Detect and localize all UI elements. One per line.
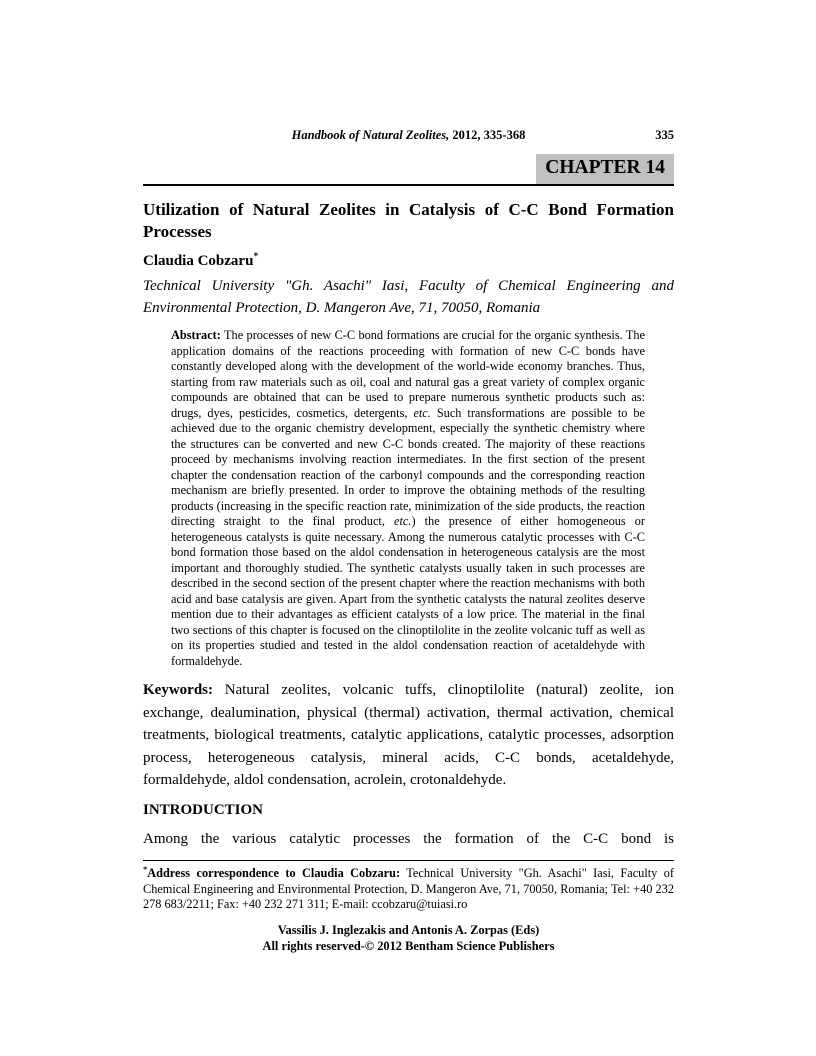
correspondence-footnote	[143, 864, 674, 913]
chapter-badge-row	[143, 154, 674, 183]
author-line	[143, 252, 674, 270]
page-content	[143, 0, 674, 954]
abstract-block	[171, 328, 645, 669]
author-footnote-marker: *	[253, 251, 259, 262]
keywords-label: Keywords:	[143, 682, 213, 699]
rights-line: All rights reserved-© 2012 Bentham Science Publishers	[262, 938, 555, 953]
abstract-text: The processes of new C-C bond formations are crucial for the organic synthesis. The application domains of the reactions proceeding with formation of new C-C bonds have constantly developed along with the development of the world-wide economy branches. Thus, starting from raw materials such as oil, coal and natural gas a great variety of complex organic compounds are obtained that can be used to prepare numerous synthetic products such as: drugs, dyes, pesticides, cosmetics, detergents, etc. Such transformations are possible to be achieved due to the organic chemistry development, especially the synthetic chemistry where the structures can be converted and new C-C bonds created. The majority of these reactions proceed by mechanisms involving reaction intermediates. In the first section of the present chapter the condensation reaction of the carbonyl compounds and the corresponding reaction mechanism are briefly presented. In order to improve the obtaining methods of the resulting products (increasing in the specific reaction rate, minimization of the side products, the reaction directing straight to the final product, etc.) the presence of either homogeneous or heterogeneous catalysts is quite necessary. Among the numerous catalytic processes with C-C bond formation those based on the aldol condensation in heterogeneous catalysis are the most important and thoroughly studied. The synthetic catalysts usually taken in such processes are described in the second section of the present chapter where the reaction mechanisms with both acid and base catalysis are given. Apart from the synthetic catalysts the natural zeolites deserve mention due to their advantages as efficient catalysts of a low price. The material in the final two sections of this chapter is focused on the clinoptilolite in the zeolite volcanic tuff as well as on its properties studied and tested in the aldol condensation reaction of acetaldehyde with formaldehyde.	[171, 328, 646, 668]
running-header-citation: 2012, 335-368	[452, 128, 526, 142]
footnote-label: Address correspondence to Claudia Cobzaru:	[147, 866, 401, 881]
introduction-paragraph: Among the various catalytic processes the formation of the C-C bond is	[143, 830, 674, 847]
running-header-book-title: Handbook of Natural Zeolites,	[291, 128, 450, 142]
keywords-block	[143, 679, 674, 792]
abstract-label: Abstract:	[171, 328, 221, 343]
footnote-text: Technical University "Gh. Asachi" Iasi, Faculty of Chemical Engineering and Environmental Protection, D. Mangeron Ave, 71, 70050, Romania; Tel: +40 232 278 683/2211; Fax: +40 232 271 311; E-mail: ccobzaru@tuiasi.ro	[143, 866, 674, 912]
chapter-badge: CHAPTER 14	[536, 154, 674, 183]
author-affiliation: Technical University "Gh. Asachi" Iasi, Faculty of Chemical Engineering and Environmental Protection, D. Mangeron Ave, 71, 70050, Romania	[143, 277, 674, 316]
article-title: Utilization of Natural Zeolites in Catalysis of C-C Bond Formation Processes	[143, 199, 674, 242]
footnote-marker: *	[143, 864, 148, 875]
header-divider	[143, 184, 674, 186]
page-number: 335	[655, 128, 674, 142]
keywords-text: Natural zeolites, volcanic tuffs, clinoptilolite (natural) zeolite, ion exchange, dealumination, physical (thermal) activation, thermal activation, chemical treatments, biological treatments, catalytic applications, catalytic processes, adsorption process, heterogeneous catalysis, mineral acids, C-C bonds, acetaldehyde, formaldehyde, aldol condensation, acrolein, crotonaldehyde.	[143, 682, 674, 789]
running-header	[143, 128, 674, 142]
introduction-heading: INTRODUCTION	[143, 801, 264, 818]
footnote-divider	[143, 860, 674, 861]
author-name: Claudia Cobzaru	[143, 252, 254, 269]
publisher-block	[143, 922, 674, 954]
editors-line: Vassilis J. Inglezakis and Antonis A. Zorpas (Eds)	[277, 922, 540, 937]
